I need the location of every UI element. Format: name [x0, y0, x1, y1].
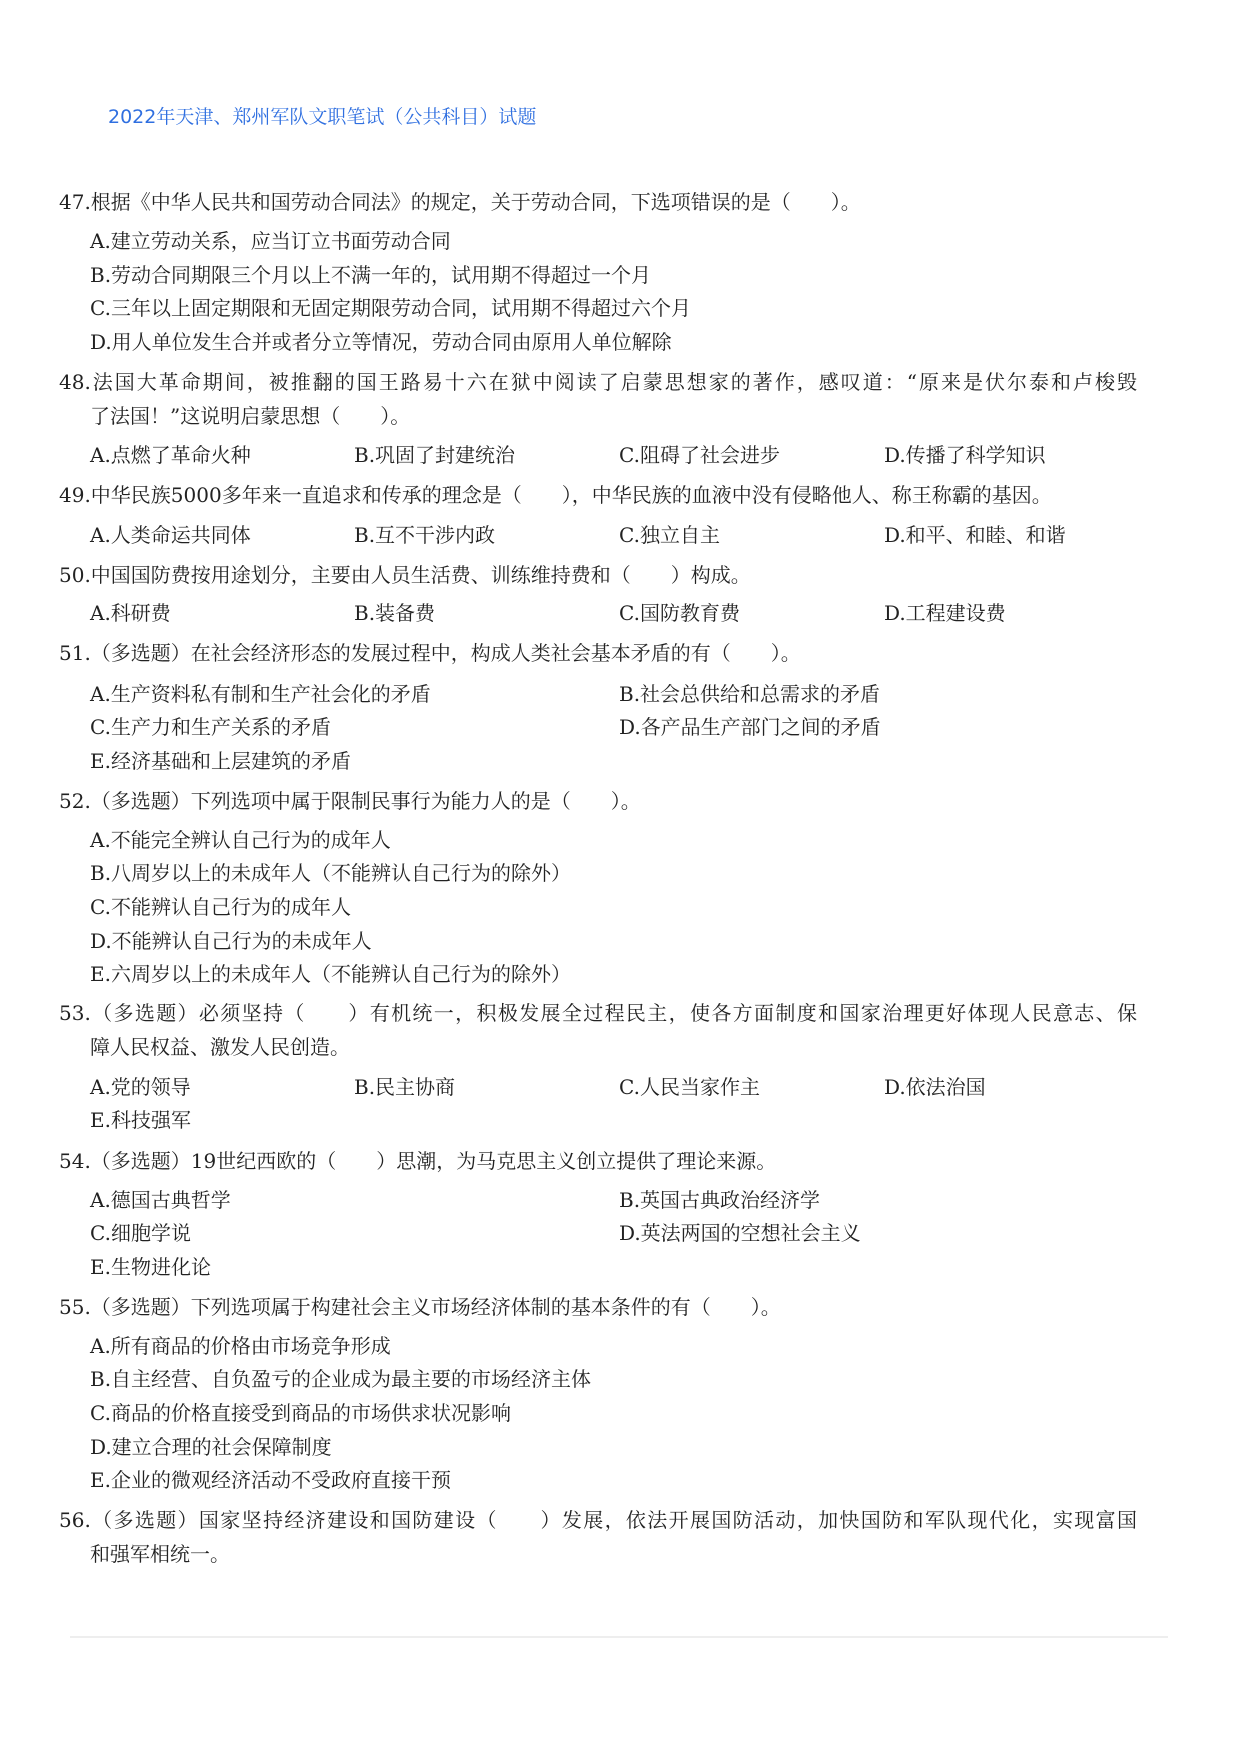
answer-option: A.不能完全辨认自己行为的成年人: [90, 827, 391, 852]
answer-option: A.人类命运共同体: [90, 523, 251, 548]
question-stem: 53.（多选题）必须坚持（ ）有机统一，积极发展全过程民主，使各方面制度和国家治理更好体现人民意志、保: [59, 1001, 1137, 1026]
answer-option: B.英国古典政治经济学: [619, 1187, 821, 1212]
answer-option: A.科研费: [90, 601, 171, 626]
answer-option: A.党的领导: [90, 1074, 191, 1099]
answer-option: C.国防教育费: [619, 601, 740, 626]
answer-option: C.三年以上固定期限和无固定期限劳动合同，试用期不得超过六个月: [90, 296, 691, 321]
answer-option: E.科技强军: [90, 1108, 191, 1133]
answer-option: D.不能辨认自己行为的未成年人: [90, 928, 372, 953]
answer-option: C.细胞学说: [90, 1221, 191, 1246]
answer-option: A.生产资料私有制和生产社会化的矛盾: [90, 681, 431, 706]
answer-option: B.社会总供给和总需求的矛盾: [619, 681, 881, 706]
answer-option: E.六周岁以上的未成年人（不能辨认自己行为的除外）: [90, 962, 571, 987]
page-divider: [70, 1636, 1168, 1638]
answer-option: D.传播了科学知识: [884, 442, 1046, 467]
answer-option: C.生产力和生产关系的矛盾: [90, 715, 331, 740]
answer-option: E.经济基础和上层建筑的矛盾: [90, 748, 351, 773]
answer-option: C.独立自主: [619, 523, 720, 548]
answer-option: A.德国古典哲学: [90, 1187, 231, 1212]
answer-option: D.建立合理的社会保障制度: [90, 1434, 332, 1459]
answer-option: B.巩固了封建统治: [354, 442, 516, 467]
question-stem-continued: 障人民权益、激发人民创造。: [90, 1034, 350, 1059]
answer-option: B.民主协商: [354, 1074, 456, 1099]
answer-option: B.装备费: [354, 601, 436, 626]
question-stem-continued: 了法国！”这说明启蒙思想（ ）。: [90, 403, 411, 428]
question-stem: 55.（多选题）下列选项属于构建社会主义市场经济体制的基本条件的有（ ）。: [59, 1294, 781, 1319]
answer-option: A.建立劳动关系，应当订立书面劳动合同: [90, 229, 451, 254]
answer-option: E.企业的微观经济活动不受政府直接干预: [90, 1468, 451, 1493]
answer-option: B.八周岁以上的未成年人（不能辨认自己行为的除外）: [90, 861, 572, 886]
answer-option: D.依法治国: [884, 1074, 986, 1099]
answer-option: C.人民当家作主: [619, 1074, 760, 1099]
question-stem: 52.（多选题）下列选项中属于限制民事行为能力人的是（ ）。: [59, 788, 641, 813]
answer-option: E.生物进化论: [90, 1254, 211, 1279]
answer-option: C.商品的价格直接受到商品的市场供求状况影响: [90, 1401, 511, 1425]
answer-option: A.所有商品的价格由市场竞争形成: [90, 1333, 391, 1358]
question-stem: 49.中华民族5000多年来一直追求和传承的理念是（ ），中华民族的血液中没有侵略他人、称王称霸的基因。: [59, 482, 1052, 507]
question-stem: 56.（多选题）国家坚持经济建设和国防建设（ ）发展，依法开展国防活动，加快国防和军队现代化，实现富国: [59, 1508, 1137, 1533]
document-title: 2022年天津、郑州军队文职笔试（公共科目）试题: [108, 106, 537, 128]
answer-option: D.用人单位发生合并或者分立等情况，劳动合同由原用人单位解除: [90, 329, 672, 354]
question-stem: 47.根据《中华人民共和国劳动合同法》的规定，关于劳动合同，下选项错误的是（ ）。: [59, 190, 861, 215]
question-stem: 51.（多选题）在社会经济形态的发展过程中，构成人类社会基本矛盾的有（ ）。: [59, 641, 801, 666]
answer-option: D.各产品生产部门之间的矛盾: [619, 715, 881, 740]
answer-option: D.和平、和睦、和谐: [884, 523, 1066, 548]
question-stem: 48.法国大革命期间，被推翻的国王路易十六在狱中阅读了启蒙思想家的著作，感叹道：“原来是伏尔泰和卢梭毁: [59, 370, 1137, 394]
answer-option: D.英法两国的空想社会主义: [619, 1221, 861, 1246]
answer-option: C.不能辨认自己行为的成年人: [90, 895, 351, 919]
answer-option: C.阻碍了社会进步: [619, 442, 780, 467]
answer-option: B.自主经营、自负盈亏的企业成为最主要的市场经济主体: [90, 1367, 592, 1392]
answer-option: B.互不干涉内政: [354, 523, 496, 548]
question-stem-continued: 和强军相统一。: [90, 1541, 230, 1566]
question-stem: 50.中国国防费按用途划分，主要由人员生活费、训练维持费和（ ）构成。: [59, 563, 751, 588]
answer-option: A.点燃了革命火种: [90, 442, 251, 467]
answer-option: D.工程建设费: [884, 601, 1006, 626]
question-stem: 54.（多选题）19世纪西欧的（ ）思潮，为马克思主义创立提供了理论来源。: [59, 1148, 777, 1173]
answer-option: B.劳动合同期限三个月以上不满一年的，试用期不得超过一个月: [90, 262, 652, 287]
